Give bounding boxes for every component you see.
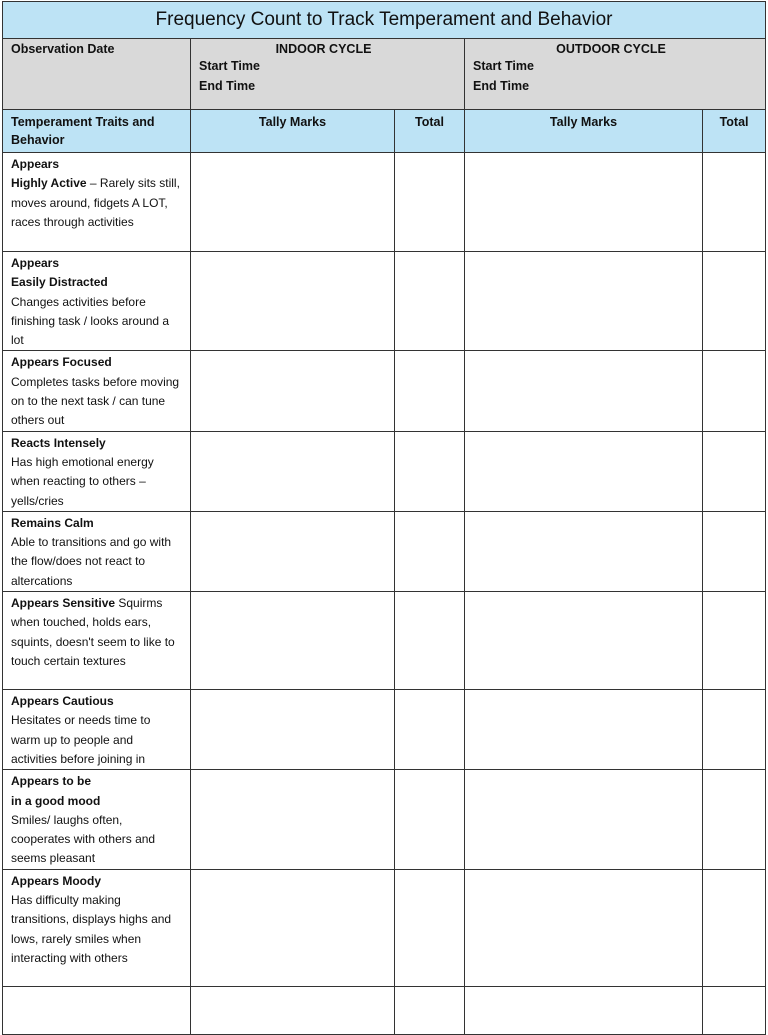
outdoor-tally-cell[interactable] [465,986,703,1034]
indoor-cycle-cell[interactable] [191,39,465,110]
indoor-total-cell[interactable] [395,153,465,252]
outdoor-tally-cell[interactable] [465,511,703,591]
outdoor-total-cell[interactable] [703,986,766,1034]
table-row [3,511,766,591]
outdoor-total-cell[interactable] [703,869,766,986]
outdoor-cycle-cell[interactable] [465,39,766,110]
indoor-total-cell[interactable] [395,690,465,770]
trait-cell: Appears to be in a good mood Smiles/ laughs often, cooperates with others and seems pleasant [3,770,191,869]
tracking-table [2,1,766,1035]
indoor-tally-cell[interactable] [191,351,395,431]
trait-cell: Appears Cautious Hesitates or needs time to warm up to people and activities before joining in [3,690,191,770]
outdoor-total-cell[interactable] [703,770,766,869]
table-row [3,153,766,252]
table-row [3,252,766,351]
indoor-tally-cell[interactable] [191,153,395,252]
table-row [3,770,766,869]
table-row [3,869,766,986]
outdoor-total-cell[interactable] [703,351,766,431]
indoor-tally-column-header: Tally Marks [191,110,395,153]
outdoor-end-time-label: End Time [473,79,530,93]
outdoor-total-cell[interactable] [703,252,766,351]
indoor-total-column-header: Total [395,110,465,153]
indoor-total-cell[interactable] [395,351,465,431]
observation-date-cell[interactable] [3,39,191,110]
indoor-end-time-label: End Time [199,79,256,93]
outdoor-total-cell[interactable] [703,592,766,690]
indoor-tally-cell[interactable] [191,252,395,351]
outdoor-tally-cell[interactable] [465,431,703,511]
frequency-count-sheet [2,1,765,1035]
sheet-title: Frequency Count to Track Temperament and Behavior [3,2,766,39]
outdoor-total-cell[interactable] [703,153,766,252]
indoor-total-cell[interactable] [395,592,465,690]
indoor-total-cell[interactable] [395,511,465,591]
trait-cell: Appears Easily Distracted Changes activities before finishing task / looks around a lot [3,252,191,351]
table-row [3,351,766,431]
table-row [3,431,766,511]
indoor-cycle-title: INDOOR CYCLE [275,42,372,56]
outdoor-tally-cell[interactable] [465,690,703,770]
outdoor-cycle-title: OUTDOOR CYCLE [556,42,666,56]
indoor-tally-cell[interactable] [191,770,395,869]
trait-cell: Remains Calm Able to transitions and go with the flow/does not react to altercations [3,511,191,591]
table-row [3,986,766,1034]
outdoor-tally-cell[interactable] [465,592,703,690]
indoor-tally-cell[interactable] [191,431,395,511]
outdoor-tally-column-header: Tally Marks [465,110,703,153]
trait-cell: Reacts Intensely Has high emotional energy when reacting to others – yells/cries [3,431,191,511]
outdoor-tally-cell[interactable] [465,153,703,252]
outdoor-total-cell[interactable] [703,431,766,511]
indoor-start-time-label: Start Time [199,59,260,73]
trait-cell: Appears Sensitive Squirms when touched, holds ears, squints, doesn't seem to like to touch certain textures [3,592,191,690]
observation-date-label: Observation Date [11,42,115,56]
outdoor-tally-cell[interactable] [465,770,703,869]
outdoor-tally-cell[interactable] [465,351,703,431]
trait-cell: Appears Highly Active – Rarely sits still, moves around, fidgets A LOT, races through activities [3,153,191,252]
trait-cell-blank[interactable] [3,986,191,1034]
indoor-total-cell[interactable] [395,431,465,511]
outdoor-start-time-label: Start Time [473,59,534,73]
outdoor-tally-cell[interactable] [465,869,703,986]
table-row [3,690,766,770]
outdoor-total-cell[interactable] [703,511,766,591]
indoor-tally-cell[interactable] [191,592,395,690]
outdoor-total-column-header: Total [703,110,766,153]
traits-column-header: Temperament Traits and Behavior [3,110,191,153]
indoor-total-cell[interactable] [395,869,465,986]
outdoor-tally-cell[interactable] [465,252,703,351]
indoor-total-cell[interactable] [395,252,465,351]
outdoor-total-cell[interactable] [703,690,766,770]
indoor-total-cell[interactable] [395,770,465,869]
table-row [3,592,766,690]
indoor-tally-cell[interactable] [191,511,395,591]
indoor-tally-cell[interactable] [191,869,395,986]
indoor-total-cell[interactable] [395,986,465,1034]
indoor-tally-cell[interactable] [191,690,395,770]
trait-cell: Appears Moody Has difficulty making transitions, displays highs and lows, rarely smiles when interacting with others [3,869,191,986]
trait-cell: Appears Focused Completes tasks before moving on to the next task / can tune others out [3,351,191,431]
indoor-tally-cell[interactable] [191,986,395,1034]
